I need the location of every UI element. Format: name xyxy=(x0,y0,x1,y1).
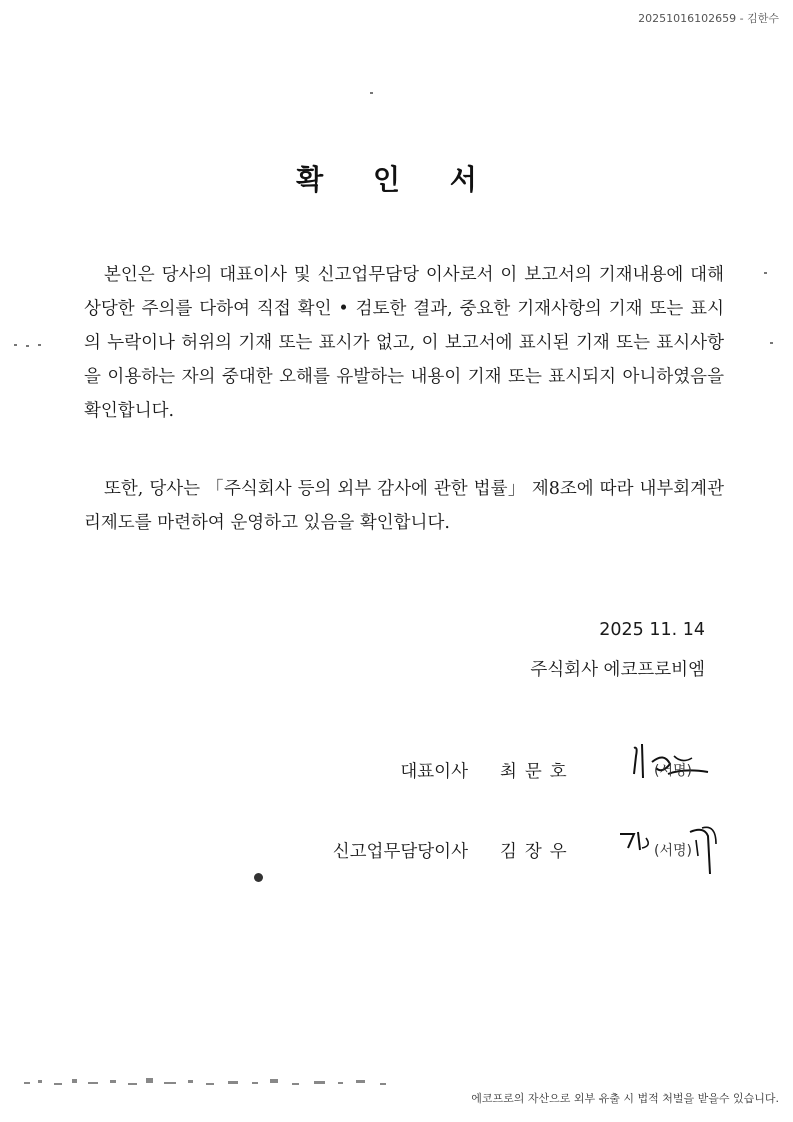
company-name: 주식회사 에코프로비엠 xyxy=(530,660,705,680)
confirmation-paragraph: 본인은 당사의 대표이사 및 신고업무담당 이사로서 이 보고서의 기재내용에 대해 상당한 주의를 다하여 직접 확인 • 검토한 결과, 중요한 기재사항의 기재 또는 표시의 누락이나 허위의 기재 또는 표시가 없고, 이 보고서에 표시된 기재 또는 표시사항을 이용하는 자의 중대한 오해를 유발하는 내용이 기재 또는 표시되지 아니하였음을 확인합니다. xyxy=(84,265,724,421)
document-stamp: 20251016102659 - 김한수 xyxy=(638,12,779,25)
signatory-name: 최문호 xyxy=(500,762,575,782)
internal-control-paragraph: 또한, 당사는 「주식회사 등의 외부 감사에 관한 법률」 제8조에 따라 내부회계관리제도를 마련하여 운영하고 있음을 확인합니다. xyxy=(84,479,724,533)
scan-speck xyxy=(26,345,29,347)
confidentiality-notice: 에코프로의 자산으로 외부 유출 시 법적 처벌을 받을수 있습니다. xyxy=(471,1092,779,1105)
signatory-title: 대표이사 xyxy=(400,762,468,782)
signature-label: (서명) xyxy=(654,763,692,779)
scan-speck xyxy=(764,272,767,274)
scan-speck xyxy=(770,342,773,344)
scan-speck xyxy=(38,344,41,346)
signature-row-ceo xyxy=(0,752,793,792)
signature-label: (서명) xyxy=(654,843,692,859)
scan-speck xyxy=(370,92,373,94)
signatory-title: 신고업무담당이사 xyxy=(332,842,468,862)
document-date: 2025 11. 14 xyxy=(599,620,705,640)
document-title: 확 인 서 xyxy=(296,163,497,196)
scan-dot xyxy=(254,873,263,882)
scan-speck xyxy=(14,344,17,346)
signatory-name: 김장우 xyxy=(500,842,575,862)
signature-row-reporting-director xyxy=(0,832,793,872)
scan-noise xyxy=(24,1072,404,1094)
